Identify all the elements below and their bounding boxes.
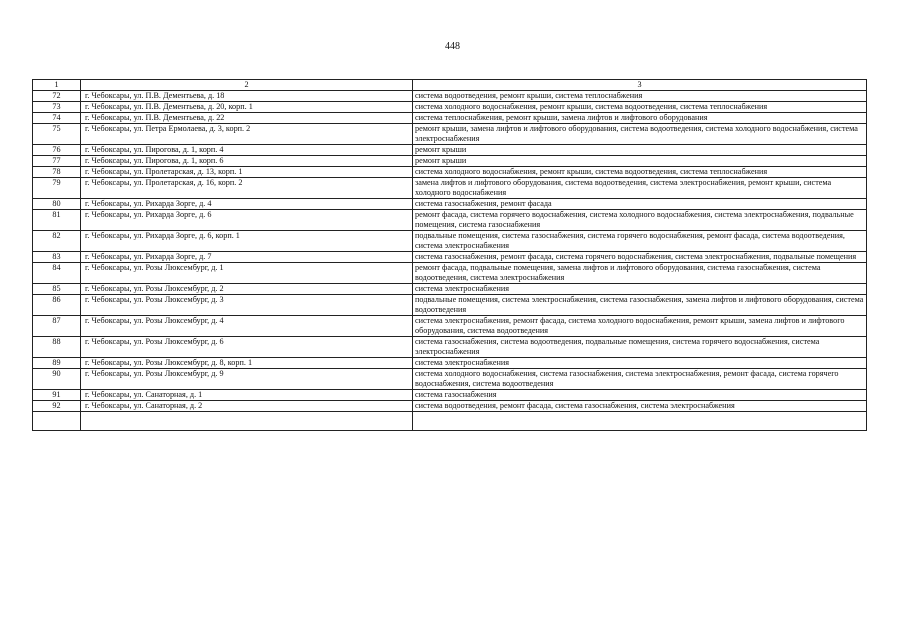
- table-row: [33, 210, 867, 231]
- row-number: 74: [33, 113, 81, 124]
- row-address: г. Чебоксары, ул. Розы Люксембург, д. 6: [81, 337, 413, 358]
- row-works: ремонт крыши, замена лифтов и лифтового оборудования, система водоотведения, система холодного водоснабжения, система электроснабжения: [413, 124, 867, 145]
- row-works: ремонт фасада, система горячего водоснабжения, система холодного водоснабжения, система электроснабжения, подвальные помещения, система газоснабжения: [413, 210, 867, 231]
- row-address: г. Чебоксары, ул. П.В. Дементьева, д. 20, корп. 1: [81, 102, 413, 113]
- row-works: система водоотведения, ремонт фасада, система газоснабжения, система электроснабжения: [413, 401, 867, 412]
- row-number: 90: [33, 369, 81, 390]
- row-works: система холодного водоснабжения, ремонт крыши, система водоотведения, система теплоснабжения: [413, 102, 867, 113]
- empty-cell: [33, 412, 81, 431]
- row-works: ремонт крыши: [413, 156, 867, 167]
- row-address: г. Чебоксары, ул. Рихарда Зорге, д. 4: [81, 199, 413, 210]
- column-number-3: 3: [413, 80, 867, 91]
- table-row: [33, 156, 867, 167]
- row-address: г. Чебоксары, ул. Розы Люксембург, д. 4: [81, 316, 413, 337]
- row-number: 73: [33, 102, 81, 113]
- table-row: [33, 369, 867, 390]
- table-row: [33, 263, 867, 284]
- empty-cell: [81, 412, 413, 431]
- row-address: г. Чебоксары, ул. Санаторная, д. 1: [81, 390, 413, 401]
- row-works: система теплоснабжения, ремонт крыши, замена лифтов и лифтового оборудования: [413, 113, 867, 124]
- row-number: 91: [33, 390, 81, 401]
- table-row: [33, 316, 867, 337]
- row-number: 83: [33, 252, 81, 263]
- table-row: [33, 178, 867, 199]
- row-address: г. Чебоксары, ул. Рихарда Зорге, д. 7: [81, 252, 413, 263]
- row-works: система электроснабжения: [413, 358, 867, 369]
- row-address: г. Чебоксары, ул. Рихарда Зорге, д. 6: [81, 210, 413, 231]
- empty-cell: [413, 412, 867, 431]
- table-row: [33, 337, 867, 358]
- row-address: г. Чебоксары, ул. П.В. Дементьева, д. 22: [81, 113, 413, 124]
- column-number-row: [33, 80, 867, 91]
- row-number: 76: [33, 145, 81, 156]
- table-row: [33, 124, 867, 145]
- row-address: г. Чебоксары, ул. Санаторная, д. 2: [81, 401, 413, 412]
- row-works: ремонт крыши: [413, 145, 867, 156]
- table-row: [33, 113, 867, 124]
- row-works: подвальные помещения, система газоснабжения, система горячего водоснабжения, ремонт фасада, система водоотведения, система электроснабжения: [413, 231, 867, 252]
- page-number: 448: [445, 41, 460, 52]
- row-works: подвальные помещения, система электроснабжения, система газоснабжения, замена лифтов и лифтового оборудования, система водоотведения: [413, 295, 867, 316]
- row-number: 80: [33, 199, 81, 210]
- row-address: г. Чебоксары, ул. Розы Люксембург, д. 3: [81, 295, 413, 316]
- row-address: г. Чебоксары, ул. Розы Люксембург, д. 9: [81, 369, 413, 390]
- table-row: [33, 167, 867, 178]
- row-number: 77: [33, 156, 81, 167]
- row-works: система холодного водоснабжения, ремонт крыши, система водоотведения, система теплоснабжения: [413, 167, 867, 178]
- row-number: 75: [33, 124, 81, 145]
- table-row: [33, 102, 867, 113]
- row-address: г. Чебоксары, ул. Рихарда Зорге, д. 6, корп. 1: [81, 231, 413, 252]
- row-address: г. Чебоксары, ул. Пирогова, д. 1, корп. 4: [81, 145, 413, 156]
- address-works-table: [32, 79, 867, 431]
- table-row: [33, 295, 867, 316]
- row-works: система электроснабжения: [413, 284, 867, 295]
- table-row: [33, 252, 867, 263]
- row-number: 79: [33, 178, 81, 199]
- row-works: система газоснабжения, ремонт фасада: [413, 199, 867, 210]
- row-address: г. Чебоксары, ул. Пирогова, д. 1, корп. 6: [81, 156, 413, 167]
- row-address: г. Чебоксары, ул. Пролетарская, д. 13, корп. 1: [81, 167, 413, 178]
- row-number: 87: [33, 316, 81, 337]
- row-works: система электроснабжения, ремонт фасада, система холодного водоснабжения, ремонт крыши, замена лифтов и лифтового оборудования, система водоотведения: [413, 316, 867, 337]
- row-number: 85: [33, 284, 81, 295]
- row-number: 78: [33, 167, 81, 178]
- row-works: система газоснабжения, ремонт фасада, система горячего водоснабжения, система электроснабжения, подвальные помещения: [413, 252, 867, 263]
- row-address: г. Чебоксары, ул. Розы Люксембург, д. 8, корп. 1: [81, 358, 413, 369]
- row-number: 72: [33, 91, 81, 102]
- table-row: [33, 199, 867, 210]
- row-address: г. Чебоксары, ул. П.В. Дементьева, д. 18: [81, 91, 413, 102]
- row-works: система холодного водоснабжения, система газоснабжения, система электроснабжения, ремонт фасада, система горячего водоснабжения, система водоотведения: [413, 369, 867, 390]
- table-row: [33, 358, 867, 369]
- row-number: 82: [33, 231, 81, 252]
- row-works: замена лифтов и лифтового оборудования, система водоотведения, система электроснабжения, ремонт крыши, система холодного водоснабжения: [413, 178, 867, 199]
- table-row: [33, 390, 867, 401]
- row-works: система газоснабжения, система водоотведения, подвальные помещения, система горячего водоснабжения, система электроснабжения: [413, 337, 867, 358]
- row-number: 86: [33, 295, 81, 316]
- row-works: система водоотведения, ремонт крыши, система теплоснабжения: [413, 91, 867, 102]
- row-number: 88: [33, 337, 81, 358]
- table-row: [33, 231, 867, 252]
- table-continuation-row: [33, 412, 867, 431]
- row-number: 92: [33, 401, 81, 412]
- row-address: г. Чебоксары, ул. Розы Люксембург, д. 1: [81, 263, 413, 284]
- row-number: 81: [33, 210, 81, 231]
- table-row: [33, 284, 867, 295]
- column-number-2: 2: [81, 80, 413, 91]
- table-row: [33, 401, 867, 412]
- row-address: г. Чебоксары, ул. Пролетарская, д. 16, корп. 2: [81, 178, 413, 199]
- table-row: [33, 145, 867, 156]
- row-works: система газоснабжения: [413, 390, 867, 401]
- row-number: 89: [33, 358, 81, 369]
- row-address: г. Чебоксары, ул. Петра Ермолаева, д. 3, корп. 2: [81, 124, 413, 145]
- row-works: ремонт фасада, подвальные помещения, замена лифтов и лифтового оборудования, система газоснабжения, система водоотведения, система электроснабжения: [413, 263, 867, 284]
- column-number-1: 1: [33, 80, 81, 91]
- row-number: 84: [33, 263, 81, 284]
- row-address: г. Чебоксары, ул. Розы Люксембург, д. 2: [81, 284, 413, 295]
- table-row: [33, 91, 867, 102]
